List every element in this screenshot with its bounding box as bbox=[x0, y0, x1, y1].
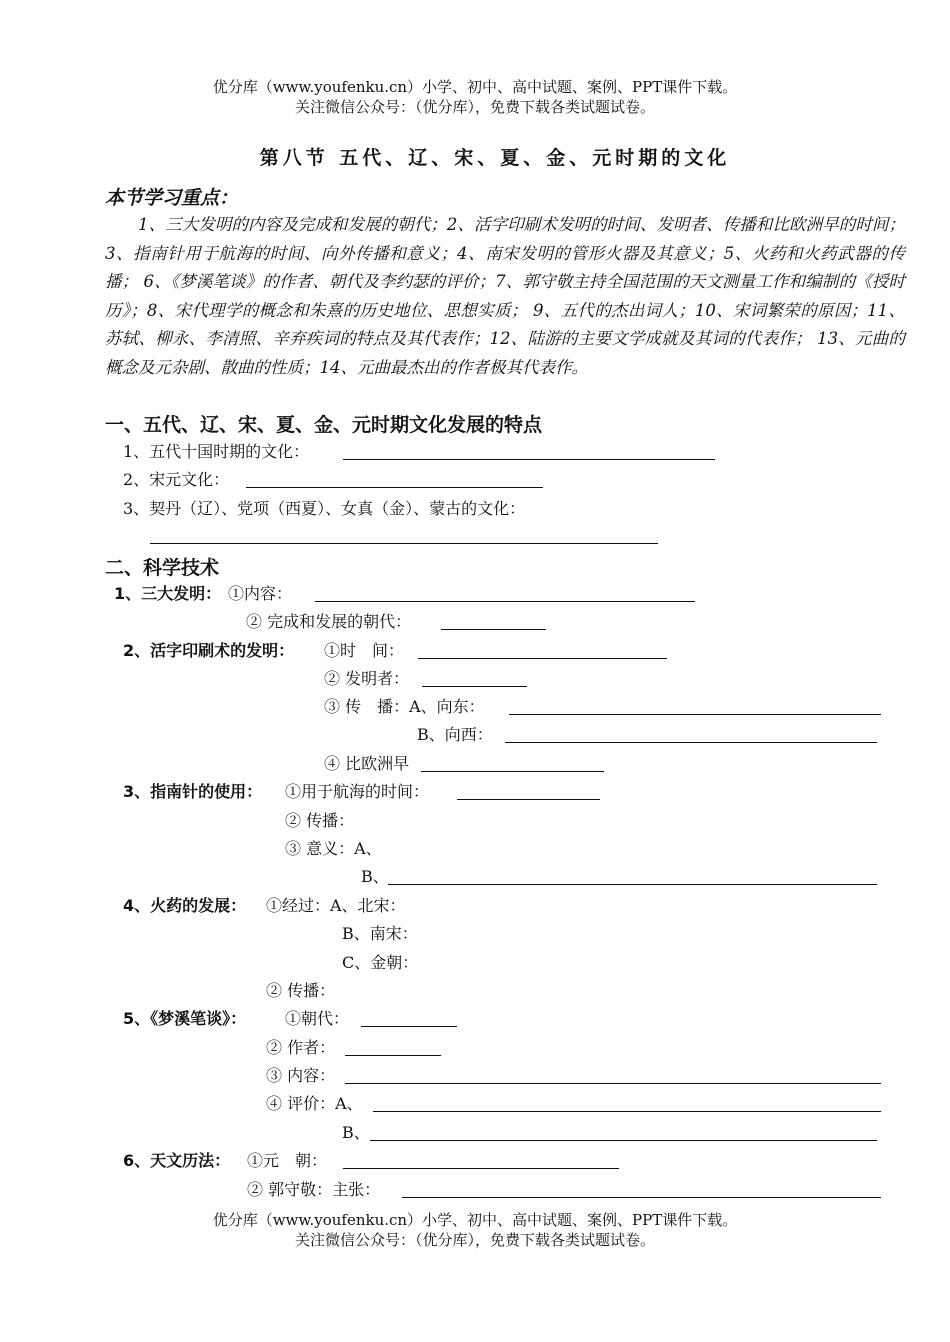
s2-i6-a-blank[interactable] bbox=[343, 1168, 619, 1169]
section1-heading: 一、五代、辽、宋、夏、金、元时期文化发展的特点 bbox=[105, 414, 543, 436]
header-line-2: 关注微信公众号：（优分库），免费下载各类试题试卷。 bbox=[294, 98, 655, 116]
s2-i4-a: ①经过：A、北宋： bbox=[266, 896, 406, 915]
s2-i4-a2: B、南宋： bbox=[342, 924, 418, 943]
s2-i6-label: 6、天文历法： bbox=[123, 1151, 231, 1170]
s2-i6-b: ② 郭守敬：主张： bbox=[247, 1180, 381, 1199]
footer-line-1: 优分库（www.youfenku.cn）小学、初中、高中试题、案例、PPT课件下载。 bbox=[212, 1211, 738, 1229]
s2-i2-b-blank[interactable] bbox=[422, 686, 527, 687]
s2-i2-a: ①时 间： bbox=[324, 641, 405, 660]
header-line-1: 优分库（www.youfenku.cn）小学、初中、高中试题、案例、PPT课件下载。 bbox=[212, 78, 738, 96]
s2-i4-label: 4、火药的发展： bbox=[123, 896, 247, 915]
s1-q2: 2、宋元文化： bbox=[123, 470, 230, 489]
s2-i6-b-blank[interactable] bbox=[402, 1197, 881, 1198]
s2-i5-d2-blank[interactable] bbox=[370, 1140, 877, 1141]
s2-i2-c2-blank[interactable] bbox=[505, 742, 877, 743]
s1-q1-blank[interactable] bbox=[343, 459, 715, 460]
s2-i2-d: ④ 比欧洲早 bbox=[324, 754, 410, 773]
s2-i3-a-blank[interactable] bbox=[457, 799, 600, 800]
focus-paragraph: 1、三大发明的内容及完成和发展的朝代；2、活字印刷术发明的时间、发明者、传播和比欧洲早的时间；3、指南针用于航海的时间、向外传播和意义；4、南宋发明的管形火器及其意义；5、火药和火药武器的传播； 6、《梦溪笔谈》的作者、朝代及李约瑟的评价；7、郭守敬主持全国范围的天文测量工作和编制的《授时历》；8、宋代理学的概念和朱熹的历史地位、思想实质； 9、五代的杰出词人；10、宋词繁荣的原因；11、苏轼、柳永、李清照、辛弃疾词的特点及其代表作；12、陆游的主要文学成就及其词的代表作； 13、元曲的概念及元杂剧、散曲的性质；14、元曲最杰出的作者极其代表作。 bbox=[105, 215, 905, 377]
s2-i5-d-blank[interactable] bbox=[373, 1111, 881, 1112]
s2-i5-d2: B、 bbox=[342, 1123, 370, 1142]
s2-i3-b: ② 传播： bbox=[285, 811, 355, 830]
s2-i2-c: ③ 传 播：A、向东： bbox=[324, 697, 485, 716]
s2-i5-c-blank[interactable] bbox=[345, 1083, 881, 1084]
s2-i4-b: ② 传播： bbox=[266, 981, 336, 1000]
s2-i5-c: ③ 内容： bbox=[266, 1066, 336, 1085]
s2-i1-a: ①内容： bbox=[228, 584, 293, 603]
s2-i1-label: 1、三大发明： bbox=[114, 584, 222, 603]
s2-i3-c: ③ 意义：A、 bbox=[285, 839, 382, 858]
footer-line-2: 关注微信公众号：（优分库），免费下载各类试题试卷。 bbox=[294, 1231, 655, 1249]
s2-i5-b-blank[interactable] bbox=[345, 1055, 441, 1056]
s2-i3-a: ①用于航海的时间： bbox=[285, 782, 430, 801]
s2-i1-a-blank[interactable] bbox=[315, 601, 695, 602]
s1-q3-blank[interactable] bbox=[150, 543, 658, 544]
s1-q3: 3、契丹（辽）、党项（西夏）、女真（金）、蒙古的文化： bbox=[123, 499, 526, 518]
s2-i3-label: 3、指南针的使用： bbox=[123, 782, 263, 801]
s2-i2-c-blank[interactable] bbox=[509, 714, 881, 715]
s2-i2-d-blank[interactable] bbox=[421, 771, 604, 772]
s2-i2-c2: B、向西： bbox=[417, 725, 493, 744]
s2-i3-c2-blank[interactable] bbox=[388, 884, 877, 885]
s2-i5-d: ④ 评价：A、 bbox=[266, 1094, 363, 1113]
s1-q2-blank[interactable] bbox=[246, 487, 543, 488]
section2-heading: 二、科学技术 bbox=[105, 557, 220, 579]
s2-i1-b: ② 完成和发展的朝代： bbox=[246, 612, 412, 631]
s2-i3-c2: B、 bbox=[361, 867, 389, 886]
s2-i4-a3: C、金朝： bbox=[342, 953, 419, 972]
s2-i1-b-blank[interactable] bbox=[441, 629, 546, 630]
s2-i5-a-blank[interactable] bbox=[361, 1026, 457, 1027]
s2-i2-b: ② 发明者： bbox=[324, 669, 410, 688]
s2-i6-a: ①元 朝： bbox=[247, 1151, 328, 1170]
s2-i2-label: 2、活字印刷术的发明： bbox=[123, 641, 295, 660]
s2-i5-label: 5、《梦溪笔谈》： bbox=[123, 1009, 247, 1028]
focus-heading: 本节学习重点： bbox=[105, 187, 239, 209]
s2-i2-a-blank[interactable] bbox=[418, 658, 667, 659]
s2-i5-a: ①朝代： bbox=[285, 1009, 350, 1028]
s2-i5-b: ② 作者： bbox=[266, 1038, 336, 1057]
page-title: 第八节 五代、辽、宋、夏、金、元时期的文化 bbox=[259, 147, 731, 169]
s1-q1: 1、五代十国时期的文化： bbox=[123, 442, 310, 461]
